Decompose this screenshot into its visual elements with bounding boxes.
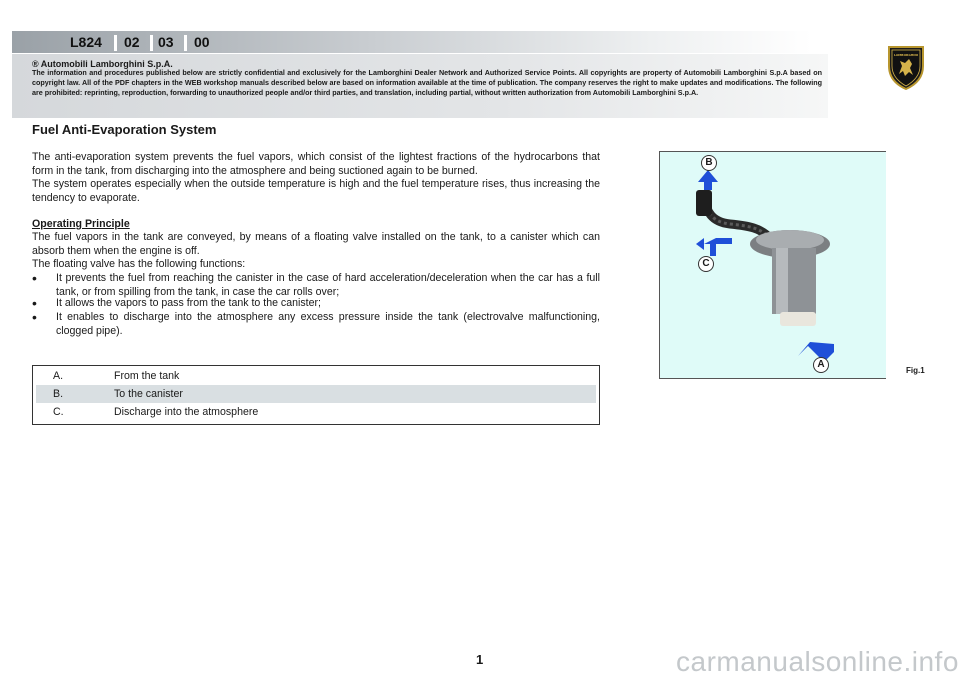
legend-table — [32, 365, 600, 425]
legal-title: ® Automobili Lamborghini S.p.A. — [32, 59, 173, 69]
figure-caption: Fig.1 — [906, 366, 925, 375]
legal-text: The information and procedures published below are strictly confidential and exclusively for the Lamborghini Dealer Network and Authorized Service Points. All copyrights are property of Automobili Lamborghini S.p.A based on copyright law. All of the PDF chapters in the WEB workshop manuals described below are based on information available at the time of publication. The company reserves the right to make updates and modifications. The following are prohibited: reprinting, reproduction, forwarding to unauthorized people and/or third parties, and translation, including partial, without written authorization from Automobili Lamborghini S.p.A. — [32, 68, 822, 97]
manual-code-part: 03 — [158, 34, 174, 50]
bullet-text: It enables to discharge into the atmosphere any excess pressure inside the tank (electrovalve malfunctioning, clogged pipe). — [56, 311, 600, 337]
bullet-text: It prevents the fuel from reaching the canister in the case of hard acceleration/deceleration when the car has a full tank, or from spilling from the tank, in case the car rolls over; — [56, 272, 600, 298]
bullet-dot: • — [32, 270, 37, 286]
legend-key: A. — [53, 370, 64, 382]
operating-paragraph: The fuel vapors in the tank are conveyed, by means of a floating valve installed on the tank, to a canister which can absorb them when the engine is off. — [32, 231, 600, 257]
legend-row — [36, 385, 596, 403]
bullet-text: It allows the vapors to pass from the tank to the canister; — [56, 297, 321, 309]
valve-figure — [659, 151, 886, 379]
bullet-dot: • — [32, 295, 37, 311]
floating-valve-illustration — [660, 152, 886, 378]
code-separator — [150, 35, 153, 51]
intro-paragraph: The system operates especially when the outside temperature is high and the fuel temperature rises, thus increasing the tendency to evaporate. — [32, 178, 600, 204]
legend-key: C. — [53, 406, 64, 418]
lamborghini-shield-icon — [886, 44, 926, 90]
legend-row — [36, 367, 596, 385]
function-bullet — [32, 311, 600, 338]
legend-description: To the canister — [114, 388, 183, 400]
manual-code-part: 00 — [194, 34, 210, 50]
intro-paragraph: The anti-evaporation system prevents the fuel vapors, which consist of the lightest fractions of the hydrocarbons that form in the tank, from discharging into the atmosphere and being suctioned again to be burned. — [32, 151, 600, 177]
callout-c: C — [698, 256, 714, 272]
legend-key: B. — [53, 388, 64, 400]
callout-b: B — [701, 155, 717, 171]
operating-paragraph: The floating valve has the following functions: — [32, 258, 246, 270]
bullet-dot: • — [32, 309, 37, 325]
connector-icon — [696, 190, 712, 216]
manual-code-part: L824 — [70, 34, 102, 50]
watermark: carmanualsonline.info — [676, 646, 959, 677]
code-separator — [184, 35, 187, 51]
logo-text: LAMBORGHINI — [893, 53, 919, 57]
manual-code-part: 02 — [124, 34, 140, 50]
operating-principle-heading: Operating Principle — [32, 218, 130, 230]
section-title: Fuel Anti-Evaporation System — [32, 122, 217, 137]
callout-a: A — [813, 357, 829, 373]
page-number: 1 — [476, 652, 484, 667]
code-separator — [114, 35, 117, 51]
function-bullet — [32, 272, 600, 299]
function-bullet — [32, 297, 600, 311]
legend-description: Discharge into the atmosphere — [114, 406, 259, 418]
legend-description: From the tank — [114, 370, 180, 382]
legend-row — [36, 403, 596, 421]
